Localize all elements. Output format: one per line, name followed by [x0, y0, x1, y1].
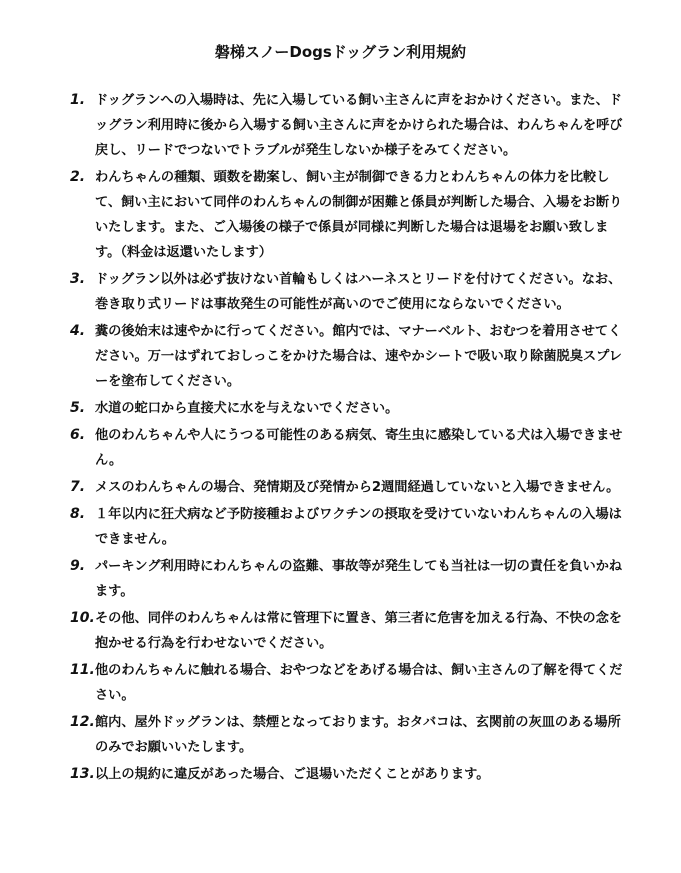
rule-item-5: [70, 396, 625, 421]
rule-item-6: [70, 423, 625, 473]
rule-text: パーキング利用時にわんちゃんの盗難、事故等が発生しても当社は一切の責任を負いかねます。: [95, 559, 623, 599]
rule-number: 3.: [70, 271, 86, 287]
rule-number: 5.: [70, 400, 86, 416]
rule-text: 他のわんちゃんに触れる場合、おやつなどをあげる場合は、飼い主さんの了解を得てください。: [95, 663, 623, 703]
rule-item-9: [70, 554, 625, 604]
rule-number: 4.: [70, 323, 86, 339]
rule-number: 11.: [70, 662, 95, 678]
rule-text: その他、同伴のわんちゃんは常に管理下に置き、第三者に危害を加える行為、不快の念を抱かせる行為を行わせないでください。: [95, 611, 622, 651]
rule-item-4: [70, 319, 625, 394]
rule-text: 以上の規約に違反があった場合、ご退場いただくことがあります。: [95, 767, 490, 782]
rule-item-3: [70, 267, 625, 317]
rule-text: 他のわんちゃんや人にうつる可能性のある病気、寄生虫に感染している犬は入場できません。: [95, 428, 623, 468]
rule-text: わんちゃんの種類、頭数を勘案し、飼い主が制御できる力とわんちゃんの体力を比較して、飼い主において同伴のわんちゃんの制御が困難と係員が判断した場合、入場をお断りいたします。また、ご入場後の様子で係員が同様に判断した場合は退場をお願い致します。（料金は返還いたします）: [95, 170, 623, 260]
rule-number: 1.: [70, 92, 86, 108]
rule-item-2: [70, 165, 625, 265]
rule-item-1: [70, 88, 625, 163]
rules-list: [70, 88, 625, 789]
rule-number: 13.: [70, 766, 95, 782]
rule-item-12: [70, 710, 625, 760]
rule-item-7: [70, 475, 625, 500]
rule-text: ドッグランへの入場時は、先に入場している飼い主さんに声をおかけください。また、ドッグラン利用時に後から入場する飼い主さんに声をかけられた場合は、わんちゃんを呼び戻し、リードでつないでトラブルが発生しないか様子をみてください。: [95, 93, 623, 158]
rule-text: 糞の後始末は速やかに行ってください。館内では、マナーベルト、おむつを着用させてください。万一はずれておしっこをかけた場合は、速やかシートで吸い取り除菌脱臭スプレーを塗布してください。: [95, 324, 622, 389]
rule-number: 8.: [70, 506, 86, 522]
rule-text: 館内、屋外ドッグランは、禁煙となっております。おタバコは、玄関前の灰皿のある場所のみでお願いいたします。: [95, 715, 621, 755]
rule-text: １年以内に狂犬病など予防接種およびワクチンの摂取を受けていないわんちゃんの入場はできません。: [95, 507, 622, 547]
rule-number: 9.: [70, 558, 86, 574]
rule-text: 水道の蛇口から直接犬に水を与えないでください。: [95, 401, 399, 416]
rule-item-8: [70, 502, 625, 552]
rule-number: 2.: [70, 169, 86, 185]
rule-number: 7.: [70, 479, 86, 495]
rule-number: 6.: [70, 427, 86, 443]
rule-text: メスのわんちゃんの場合、発情期及び発情から2週間経過していないと入場できません。: [95, 480, 620, 495]
rule-item-11: [70, 658, 625, 708]
rule-number: 10.: [70, 610, 95, 626]
rule-item-10: [70, 606, 625, 656]
document-title: 磐梯スノーDogsドッグラン利用規約: [214, 43, 467, 61]
rule-text: ドッグラン以外は必ず抜けない首輪もしくはハーネスとリードを付けてください。なお、巻き取り式リードは事故発生の可能性が高いのでご使用にならないでください。: [95, 272, 622, 312]
rule-number: 12.: [70, 714, 95, 730]
rule-item-13: [70, 762, 625, 787]
